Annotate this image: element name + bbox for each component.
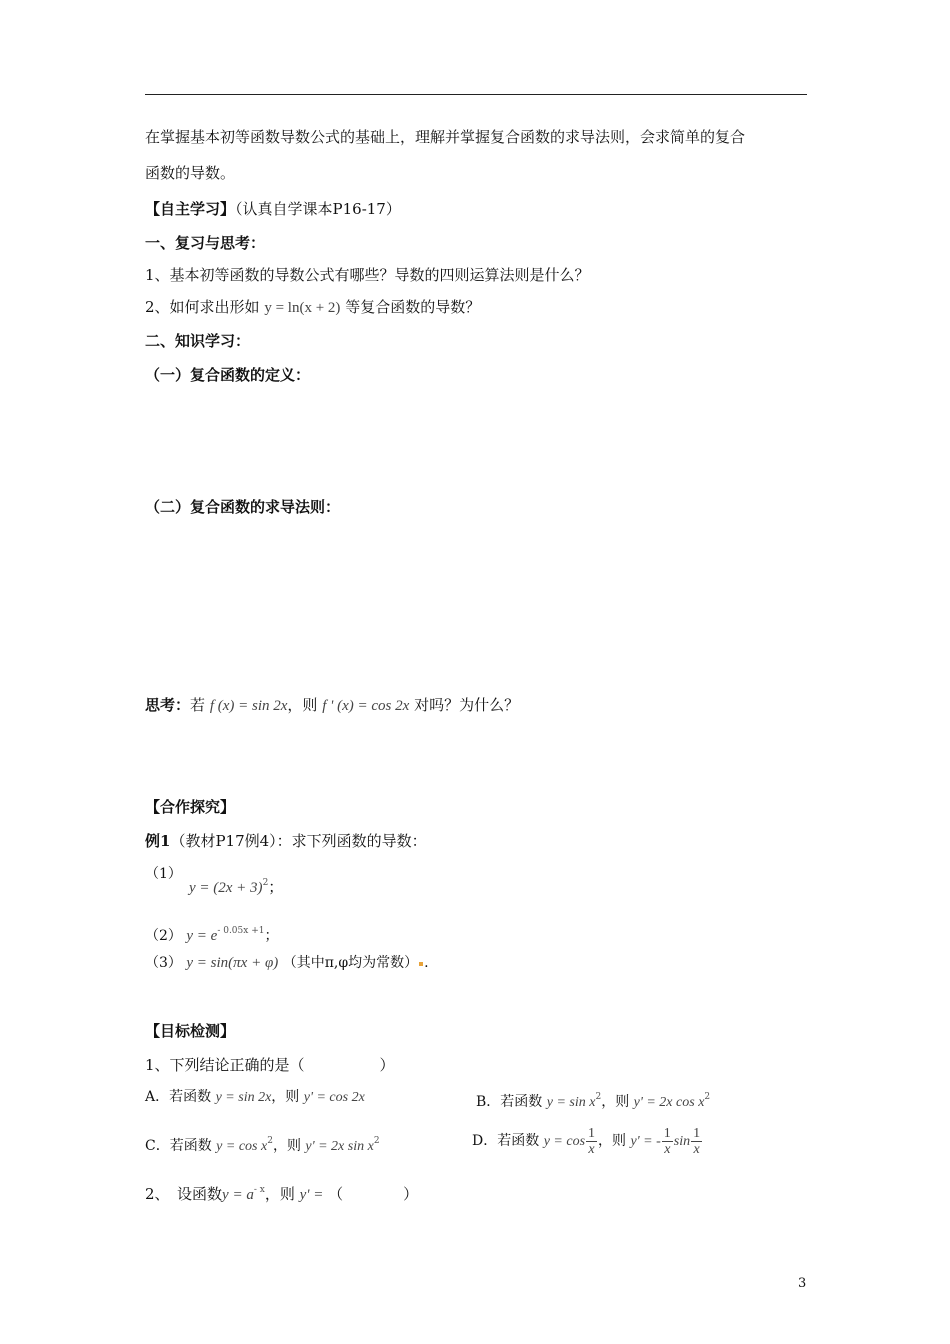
option-b-sq2: 2	[704, 1092, 711, 1102]
cooperate-title: 【合作探究】	[145, 798, 236, 816]
frac2-num: 1	[663, 1125, 671, 1141]
option-c-f1: y = cos x	[216, 1139, 268, 1154]
option-a-f1: y = sin 2x	[215, 1090, 272, 1105]
knowledge-sub1: （一）复合函数的定义：	[145, 366, 311, 384]
option-a-mid: ，则	[271, 1089, 300, 1105]
header-rule	[145, 94, 807, 95]
example-rest: （教材P17例4）：求下列函数的导数：	[170, 832, 427, 850]
review-q2-suffix: 等复合函数的导数？	[345, 298, 481, 316]
item-2-end: ；	[264, 928, 279, 944]
think-label: 思考：	[145, 696, 191, 714]
target-q2-formula: y = a	[222, 1187, 254, 1203]
think-f1: f (x) = sin 2x	[209, 698, 288, 714]
option-c-f2: y' = 2x sin x	[305, 1139, 374, 1154]
option-d-f2: y' = -	[630, 1134, 661, 1149]
example-item-1-formula	[189, 873, 283, 898]
frac3-den: x	[693, 1141, 700, 1157]
think-f2: f ' (x) = cos 2x	[322, 698, 410, 714]
item-2-exp: - 0.05x +1	[217, 926, 265, 936]
option-b-mid: ，则	[601, 1094, 630, 1110]
option-c-sq1: 2	[267, 1136, 273, 1146]
option-a-label: A．若函数	[145, 1089, 212, 1105]
option-b-sq1: 2	[595, 1092, 602, 1102]
item-1-exp: 2	[262, 878, 269, 888]
frac1-num: 1	[588, 1125, 596, 1141]
option-b	[476, 1087, 710, 1113]
target-q2-exp: - x	[253, 1185, 265, 1195]
option-c-sq2: 2	[373, 1136, 380, 1146]
self-study-heading	[145, 199, 401, 219]
option-d-f1: y = cos	[543, 1134, 586, 1149]
option-d-frac2	[662, 1126, 673, 1157]
frac1-den: x	[588, 1141, 595, 1157]
review-q2	[145, 297, 480, 318]
target-q2-mid: ，则	[264, 1185, 295, 1203]
option-a-f2: y' = cos 2x	[303, 1090, 365, 1105]
target-q2	[145, 1180, 418, 1205]
page-number: 3	[798, 1276, 807, 1291]
review-q1: 1、基本初等函数的导数公式有哪些？导数的四则运算法则是什么？	[145, 266, 590, 284]
target-q2-y: y' =	[299, 1187, 324, 1203]
target-q1: 1、下列结论正确的是（ ）	[145, 1056, 395, 1074]
example-item-2	[145, 921, 278, 946]
item-1-formula: y = (2x + 3)	[189, 880, 263, 896]
option-c-label: C．若函数	[145, 1138, 212, 1154]
self-study-title: 【自主学习】	[145, 200, 236, 218]
review-q2-formula: y = ln(x + 2)	[264, 300, 341, 316]
example-item-3	[145, 953, 429, 973]
marker-dot	[419, 962, 423, 966]
example-item-1	[145, 864, 182, 884]
option-d-f3: sin	[673, 1134, 691, 1149]
frac3-num: 1	[693, 1125, 701, 1141]
intro-line-2: 函数的导数。	[145, 164, 236, 182]
intro-line-1: 在掌握基本初等函数导数公式的基础上，理解并掌握复合函数的求导法则，会求简单的复合	[145, 128, 746, 146]
option-d-frac3	[691, 1126, 702, 1157]
item-1-end: ；	[268, 878, 284, 896]
option-b-label: B．若函数	[476, 1094, 543, 1110]
target-q2-prefix: 2、 设函数	[145, 1185, 223, 1203]
option-d-frac1	[586, 1126, 597, 1157]
review-title: 一、复习与思考：	[145, 234, 266, 252]
option-b-f1: y = sin x	[546, 1095, 596, 1110]
think-text2: ，则	[287, 696, 318, 714]
option-d	[472, 1124, 703, 1159]
example-1	[145, 831, 427, 851]
item-1-num: （1）	[145, 866, 182, 882]
review-q2-prefix: 2、如何求出形如	[145, 298, 260, 316]
item-3-note: （其中π,φ均为常数）	[282, 955, 419, 971]
item-3-end: .	[424, 955, 429, 971]
option-d-label: D．若函数	[472, 1133, 540, 1149]
think-text3: 对吗？为什么？	[414, 696, 520, 714]
option-b-f2: y' = 2x cos x	[633, 1095, 705, 1110]
item-2-formula: y = e	[186, 928, 218, 944]
target-q2-end: （ ）	[328, 1185, 419, 1203]
knowledge-sub2: （二）复合函数的求导法则：	[145, 498, 341, 516]
item-3-formula: y = sin(πx + φ)	[186, 955, 279, 971]
option-d-mid: ，则	[598, 1133, 627, 1149]
option-c-mid: ，则	[272, 1138, 301, 1154]
think-text1: 若	[190, 696, 206, 714]
think-line	[145, 695, 519, 716]
self-study-note: （认真自学课本P16-17）	[235, 200, 401, 218]
option-a	[145, 1087, 365, 1108]
item-3-num: （3）	[145, 955, 182, 971]
target-title: 【目标检测】	[145, 1022, 236, 1040]
option-c	[145, 1131, 380, 1157]
knowledge-title: 二、知识学习：	[145, 332, 251, 350]
item-2-num: （2）	[145, 928, 182, 944]
frac2-den: x	[664, 1141, 671, 1157]
example-label: 例1	[145, 832, 171, 850]
